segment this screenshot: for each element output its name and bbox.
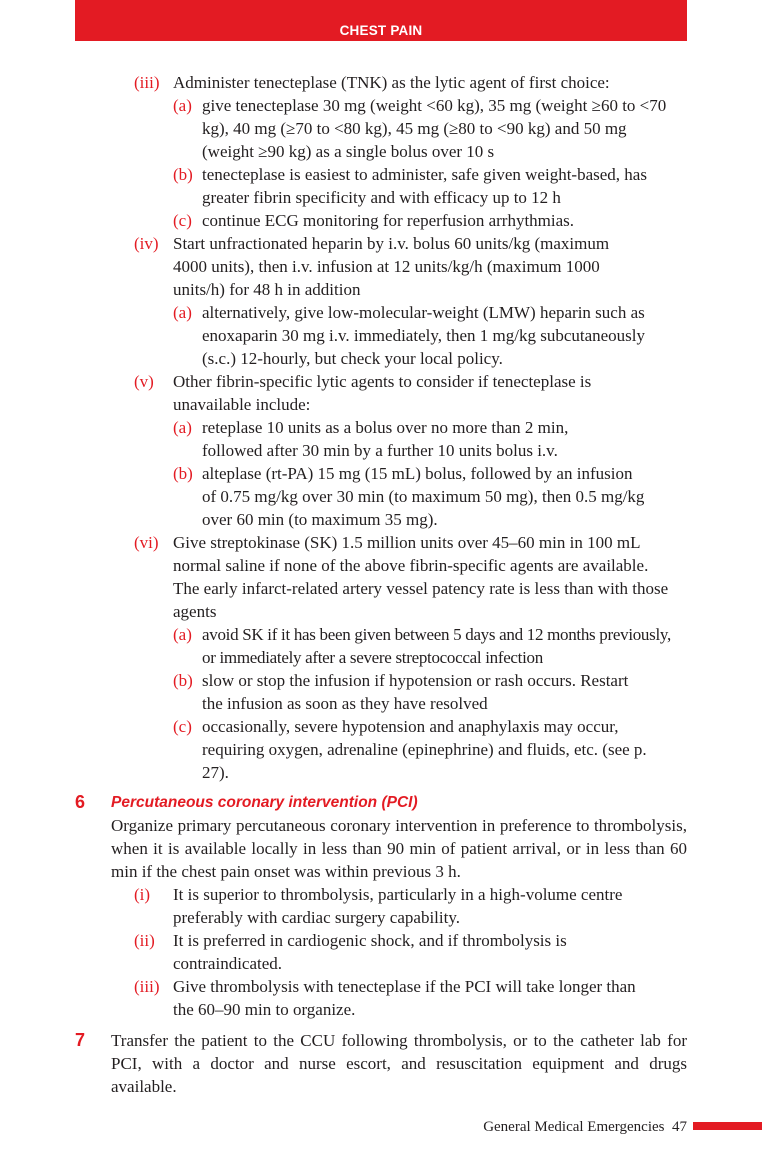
sub-list-item — [0, 416, 762, 462]
list-item-label: (iv) — [134, 234, 159, 253]
footer-accent-bar — [693, 1122, 762, 1130]
list-item — [0, 975, 762, 1021]
list-item-text: Administer tenecteplase (TNK) as the lytic agent of first choice: — [173, 73, 610, 92]
list-item-text: Give thrombolysis with tenecteplase if the PCI will take longer than the 60–90 min to organize. — [173, 977, 636, 1019]
sub-list-item-label: (a) — [173, 303, 192, 322]
list-item-label: (iii) — [134, 977, 160, 996]
section-number: 6 — [75, 792, 86, 812]
list-item — [0, 232, 762, 301]
section-paragraph: Organize primary percutaneous coronary intervention in preference to thrombolysis, when it is available locally in less than 90 min of patient arrival, or in less than 60 min if the chest pain onset was within previous 3 h. — [111, 816, 687, 881]
sub-list-item — [0, 462, 762, 531]
footer-running-title — [483, 1117, 687, 1137]
list-item-label: (vi) — [134, 533, 159, 552]
list-item — [0, 370, 762, 416]
sub-list-item-label: (c) — [173, 717, 192, 736]
sub-list-item — [0, 669, 762, 715]
sub-list-item — [0, 94, 762, 163]
list-item-label: (iii) — [134, 73, 160, 92]
sub-list-item-text: alternatively, give low-molecular-weight (LMW) heparin such as enoxaparin 30 mg i.v. immediately, then 1 mg/kg subcutaneously (s.c.) 12-hourly, but check your local policy. — [202, 303, 646, 368]
sub-list-item-label: (a) — [173, 625, 192, 644]
list-item-text: It is preferred in cardiogenic shock, and if thrombolysis is contraindicated. — [173, 931, 567, 973]
list-item — [0, 531, 762, 623]
sub-list-item-text: reteplase 10 units as a bolus over no more than 2 min, followed after 30 min by a further 10 units bolus i.v. — [202, 418, 569, 460]
list-item-text: Start unfractionated heparin by i.v. bolus 60 units/kg (maximum 4000 units), then i.v. infusion at 12 units/kg/h (maximum 1000 units/h) for 48 h in addition — [173, 234, 610, 299]
sub-list-item-text: alteplase (rt-PA) 15 mg (15 mL) bolus, followed by an infusion of 0.75 mg/kg over 30 min (to maximum 50 mg), then 0.5 mg/kg over 60 min (to maximum 35 mg). — [202, 464, 645, 529]
footer-book-section: General Medical Emergencies — [483, 1119, 665, 1135]
section-6 — [0, 791, 762, 883]
sub-list-item-text: give tenecteplase 30 mg (weight <60 kg), 35 mg (weight ≥60 to <70 kg), 40 mg (≥70 to <80 kg), 45 mg (≥80 to <90 kg) and 50 mg (weight ≥90 kg) as a single bolus over 10 s — [202, 96, 667, 161]
sub-list-item-text: continue ECG monitoring for reperfusion arrhythmias. — [202, 211, 575, 230]
section-number: 7 — [75, 1030, 86, 1050]
sub-list-item-text: tenecteplase is easiest to administer, safe given weight-based, has greater fibrin specificity and with efficacy up to 12 h — [202, 165, 647, 207]
sub-list-item — [0, 623, 762, 669]
sub-list-item — [0, 301, 762, 370]
list-item — [0, 883, 762, 929]
list-item-label: (ii) — [134, 931, 155, 950]
page-footer — [0, 1117, 762, 1137]
page-number: 47 — [672, 1119, 687, 1135]
page-content — [0, 71, 762, 1098]
list-item — [0, 71, 762, 94]
sub-list-item — [0, 163, 762, 209]
sub-list-item-label: (a) — [173, 418, 192, 437]
list-item-text: It is superior to thrombolysis, particularly in a high-volume centre preferably with cardiac surgery capability. — [173, 885, 623, 927]
sub-list-item-label: (b) — [173, 165, 193, 184]
sub-list-item-label: (b) — [173, 671, 193, 690]
section-7 — [0, 1029, 762, 1098]
list-item-label: (v) — [134, 372, 154, 391]
sub-list-item-label: (b) — [173, 464, 193, 483]
list-item-text: Other fibrin-specific lytic agents to consider if tenecteplase is unavailable include: — [173, 372, 592, 414]
list-item-text: Give streptokinase (SK) 1.5 million units over 45–60 min in 100 mL normal saline if none of the above fibrin-specific agents are available. The early infarct-related artery vessel patency rate is less than with those agents — [173, 533, 669, 621]
sub-list-item-label: (a) — [173, 96, 192, 115]
chapter-title: CHEST PAIN — [339, 23, 423, 38]
sub-list-item — [0, 209, 762, 232]
section-paragraph: Transfer the patient to the CCU following thrombolysis, or to the catheter lab for PCI, with a doctor and nurse escort, and resuscitation equipment and drugs available. — [111, 1031, 687, 1096]
sub-list-item-text: occasionally, severe hypotension and anaphylaxis may occur, requiring oxygen, adrenaline (epinephrine) and fluids, etc. (see p. 27). — [202, 717, 647, 782]
sub-list-item-text: slow or stop the infusion if hypotension or rash occurs. Restart the infusion as soon as they have resolved — [202, 671, 629, 713]
sub-list-item-label: (c) — [173, 211, 192, 230]
section-heading: Percutaneous coronary intervention (PCI) — [111, 794, 418, 811]
chapter-header-bar — [75, 0, 687, 41]
sub-list-item — [0, 715, 762, 784]
list-item — [0, 929, 762, 975]
list-item-label: (i) — [134, 885, 151, 904]
sub-list-item-text: avoid SK if it has been given between 5 days and 12 months previously, or immediately after a severe streptococcal infection — [202, 625, 671, 667]
